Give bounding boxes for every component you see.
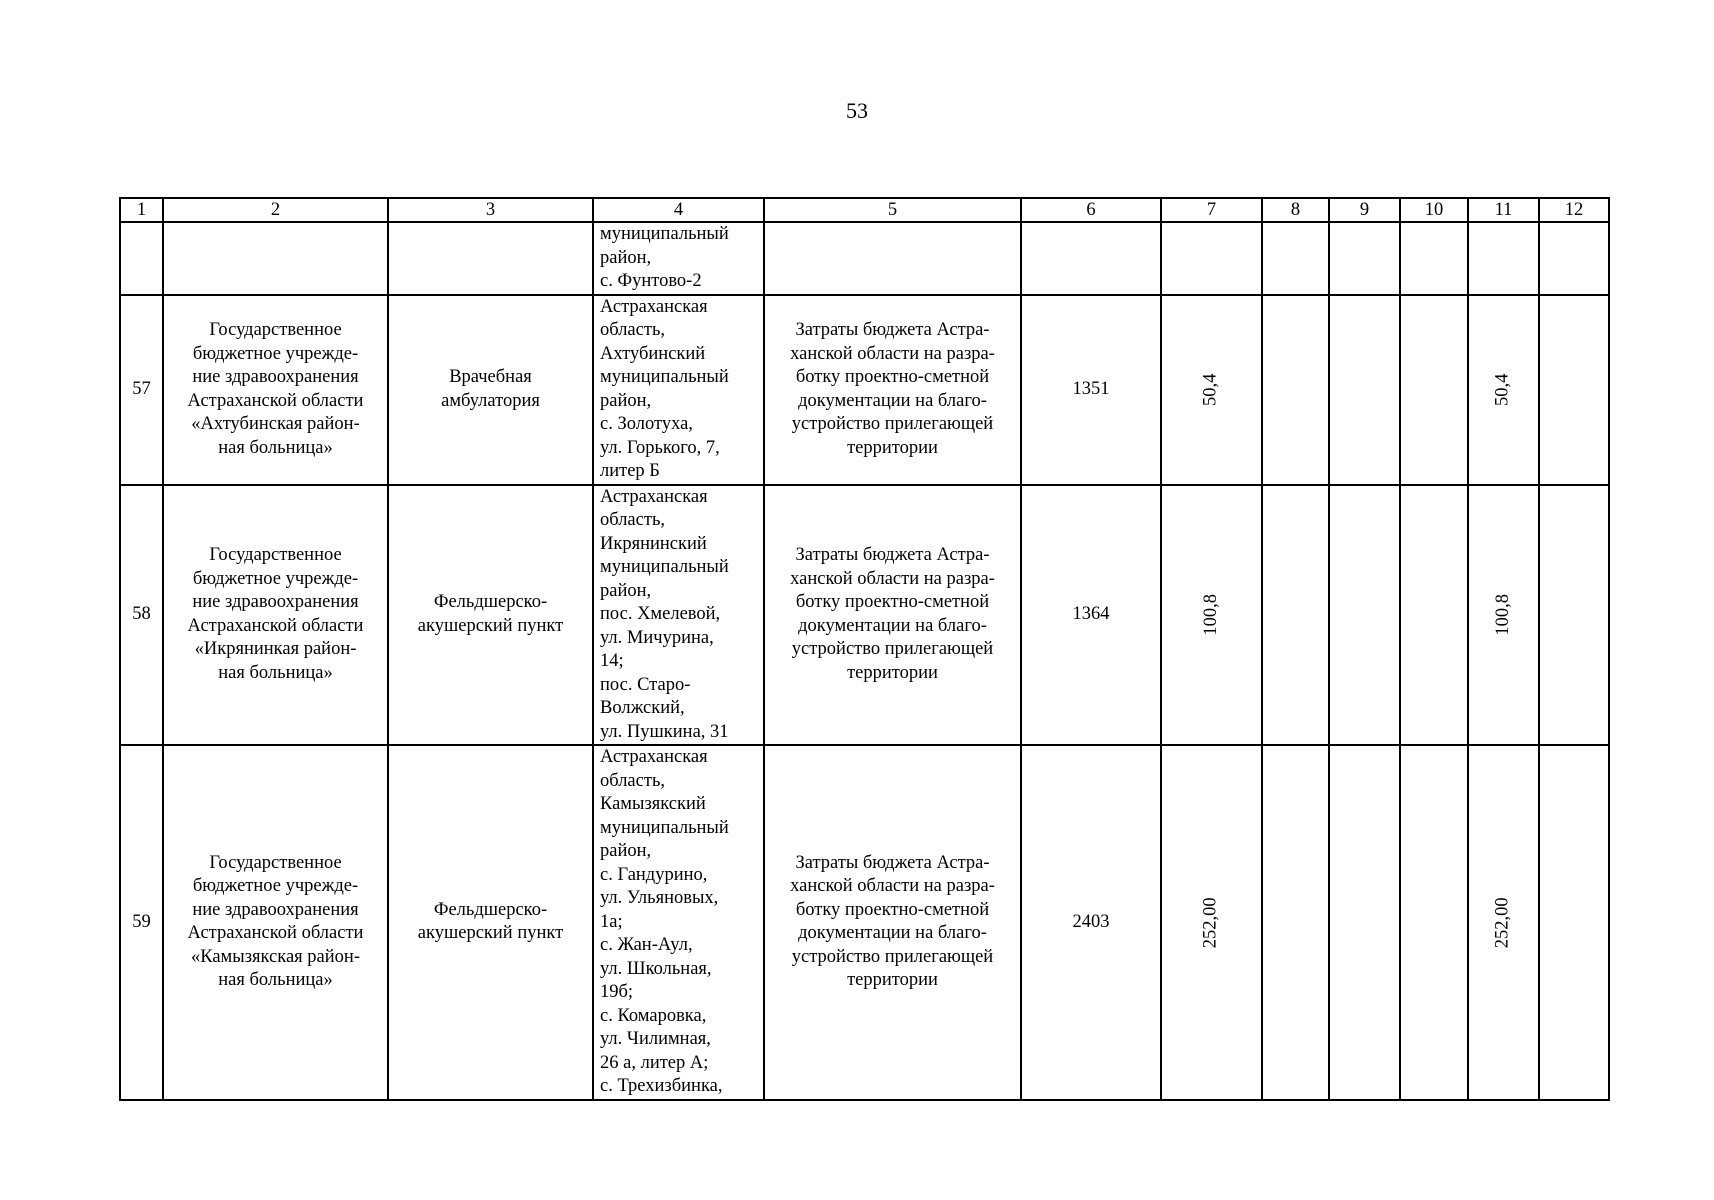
col10-cell — [1400, 745, 1468, 1100]
address-line: район, — [600, 247, 652, 268]
col9-cell — [1329, 222, 1400, 295]
col6-cell — [1021, 485, 1161, 746]
object-line: Фельдшерско- — [433, 592, 548, 613]
address-line: литер Б — [600, 461, 660, 481]
row-number-cell — [120, 295, 163, 485]
address-line: 19б; — [600, 982, 634, 1002]
purpose-cell — [764, 295, 1021, 485]
object-cell — [388, 485, 593, 746]
col12-cell — [1539, 295, 1609, 485]
address-line: муниципальный — [600, 817, 729, 838]
purpose-cell — [764, 745, 1021, 1100]
col11-value: 100,8 — [1492, 593, 1513, 636]
row-number-cell — [120, 745, 163, 1100]
purpose-line: устройство прилегающей — [791, 639, 994, 660]
col11-cell — [1468, 485, 1539, 746]
purpose-line: устройство прилегающей — [791, 414, 994, 434]
header-cell: 8 — [1262, 198, 1329, 222]
address-line: пос. Старо- — [600, 674, 691, 695]
object-line: акушерский пункт — [417, 615, 564, 636]
purpose-line: ботку проектно-сметной — [795, 592, 990, 613]
header-cell: 12 — [1539, 198, 1609, 222]
col7-value: 50,4 — [1200, 373, 1221, 406]
purpose-line: ханской области на разра- — [790, 568, 995, 589]
header-cell: 7 — [1161, 198, 1262, 222]
col8-cell — [1262, 485, 1329, 746]
purpose-line: документации на благо- — [798, 923, 987, 944]
col8-cell — [1262, 222, 1329, 295]
num-value: 59 — [132, 911, 151, 932]
address-line: 26 а, литер А; — [600, 1052, 709, 1073]
purpose-cell — [764, 485, 1021, 746]
institution-line: ние здравоохранения — [192, 899, 359, 920]
object-cell — [388, 745, 593, 1100]
address-line: с. Трехизбинка, — [600, 1076, 723, 1096]
col7-cell — [1161, 295, 1262, 485]
address-line: область, — [600, 770, 666, 791]
col12-cell — [1539, 745, 1609, 1100]
purpose-line: Затраты бюджета Астра- — [795, 852, 990, 873]
purpose-line: территории — [847, 970, 938, 991]
address-line: область, — [600, 510, 666, 530]
address-cell — [593, 745, 764, 1100]
institution-line: Астраханской области — [187, 390, 364, 411]
col8-cell — [1262, 745, 1329, 1100]
address-line: ул. Мичурина, — [600, 627, 714, 648]
col6-value: 1351 — [1072, 378, 1110, 399]
col6-value: 2403 — [1072, 911, 1110, 932]
table-body — [120, 222, 1609, 1100]
purpose-line: устройство прилегающей — [791, 946, 994, 967]
address-line: с. Фунтово-2 — [600, 271, 702, 291]
purpose-line: Затраты бюджета Астра- — [795, 545, 990, 566]
address-line: район, — [600, 841, 652, 861]
institution-line: бюджетное учрежде- — [192, 343, 359, 364]
object-line: Фельдшерско- — [433, 899, 548, 920]
institution-line: Государственное — [209, 320, 342, 340]
row-number-cell — [120, 485, 163, 746]
object-line: Врачебная — [449, 367, 532, 387]
address-line: Волжский, — [600, 698, 685, 718]
address-line: ул. Горького, 7, — [600, 437, 720, 458]
col10-cell — [1400, 295, 1468, 485]
purpose-line: документации на благо- — [798, 390, 987, 411]
col6-cell — [1021, 745, 1161, 1100]
institution-line: Государственное — [209, 545, 342, 566]
col9-cell — [1329, 485, 1400, 746]
col12-cell — [1539, 222, 1609, 295]
address-line: ул. Пушкина, 31 — [600, 721, 729, 742]
header-cell: 6 — [1021, 198, 1161, 222]
institution-line: «Икрянинкая район- — [194, 639, 357, 660]
address-line: муниципальный — [600, 367, 729, 387]
col12-cell — [1539, 485, 1609, 746]
num-value: 58 — [132, 604, 151, 624]
purpose-line: Затраты бюджета Астра- — [795, 320, 990, 340]
col7-cell — [1161, 222, 1262, 295]
address-line: 1а; — [600, 911, 623, 932]
table-row — [120, 485, 1609, 746]
address-line: с. Жан-Аул, — [600, 935, 693, 955]
address-line: пос. Хмелевой, — [600, 604, 721, 624]
institution-line: Астраханской области — [187, 615, 364, 636]
institution-line: ние здравоохранения — [192, 367, 359, 387]
address-line: 14; — [600, 651, 624, 671]
institution-line: ная больница» — [218, 970, 333, 991]
institution-line: ние здравоохранения — [192, 592, 359, 613]
col8-cell — [1262, 295, 1329, 485]
data-table — [119, 197, 1610, 1101]
table-row — [120, 222, 1609, 295]
address-line: ул. Ульяновых, — [600, 888, 719, 908]
purpose-line: территории — [847, 437, 938, 458]
row-number-cell — [120, 222, 163, 295]
address-line: ул. Чилимная, — [600, 1029, 711, 1049]
page-number: 53 — [846, 98, 868, 123]
purpose-line: ботку проектно-сметной — [795, 367, 990, 387]
col7-value: 100,8 — [1200, 593, 1221, 636]
institution-line: Государственное — [209, 852, 342, 873]
num-value: 57 — [132, 378, 151, 399]
purpose-line: ханской области на разра- — [790, 343, 995, 364]
header-cell: 2 — [163, 198, 388, 222]
col9-cell — [1329, 745, 1400, 1100]
col6-cell — [1021, 222, 1161, 295]
address-line: с. Комаровка, — [600, 1005, 707, 1026]
address-cell — [593, 485, 764, 746]
object-cell — [388, 222, 593, 295]
header-cell: 10 — [1400, 198, 1468, 222]
col11-value: 252,00 — [1492, 896, 1513, 948]
address-line: муниципальный — [600, 224, 729, 244]
purpose-line: территории — [847, 662, 938, 683]
address-line: Камызякский — [600, 794, 706, 814]
address-line: с. Гандурино, — [600, 864, 708, 885]
table-row — [120, 295, 1609, 485]
address-line: Астраханская — [600, 747, 708, 767]
institution-cell — [163, 222, 388, 295]
table-row — [120, 745, 1609, 1100]
institution-cell — [163, 295, 388, 485]
col6-cell — [1021, 295, 1161, 485]
address-line: область, — [600, 320, 666, 340]
object-cell — [388, 295, 593, 485]
purpose-cell — [764, 222, 1021, 295]
col7-cell — [1161, 745, 1262, 1100]
institution-line: Астраханской области — [187, 923, 364, 944]
header-cell: 11 — [1468, 198, 1539, 222]
address-line: Икрянинский — [600, 533, 707, 554]
address-cell — [593, 295, 764, 485]
institution-line: «Камызякская район- — [191, 946, 360, 967]
object-line: амбулатория — [441, 390, 540, 411]
address-line: Ахтубинский — [600, 343, 706, 364]
col11-cell — [1468, 222, 1539, 295]
col11-cell — [1468, 745, 1539, 1100]
address-line: ул. Школьная, — [600, 958, 712, 979]
purpose-line: документации на благо- — [798, 615, 987, 636]
address-line: район, — [600, 390, 652, 411]
institution-line: ная больница» — [218, 662, 333, 683]
address-cell — [593, 222, 764, 295]
col11-value: 50,4 — [1492, 373, 1513, 406]
col7-cell — [1161, 485, 1262, 746]
institution-cell — [163, 745, 388, 1100]
address-line: Астраханская — [600, 296, 708, 317]
header-cell: 1 — [120, 198, 163, 222]
col7-value: 252,00 — [1200, 896, 1221, 948]
header-cell: 4 — [593, 198, 764, 222]
header-cell: 5 — [764, 198, 1021, 222]
object-line: акушерский пункт — [417, 923, 564, 944]
institution-line: ная больница» — [218, 437, 333, 458]
header-row — [120, 198, 1609, 222]
address-line: Астраханская — [600, 486, 708, 507]
institution-line: бюджетное учрежде- — [192, 568, 359, 589]
address-line: с. Золотуха, — [600, 414, 693, 434]
header-cell: 9 — [1329, 198, 1400, 222]
purpose-line: ботку проектно-сметной — [795, 899, 990, 920]
col10-cell — [1400, 485, 1468, 746]
institution-line: бюджетное учрежде- — [192, 876, 359, 897]
col9-cell — [1329, 295, 1400, 485]
header-cell: 3 — [388, 198, 593, 222]
purpose-line: ханской области на разра- — [790, 876, 995, 897]
institution-cell — [163, 485, 388, 746]
col11-cell — [1468, 295, 1539, 485]
col6-value: 1364 — [1072, 604, 1110, 624]
address-line: муниципальный — [600, 557, 729, 577]
address-line: район, — [600, 580, 652, 601]
institution-line: «Ахтубинская район- — [191, 414, 360, 434]
col10-cell — [1400, 222, 1468, 295]
